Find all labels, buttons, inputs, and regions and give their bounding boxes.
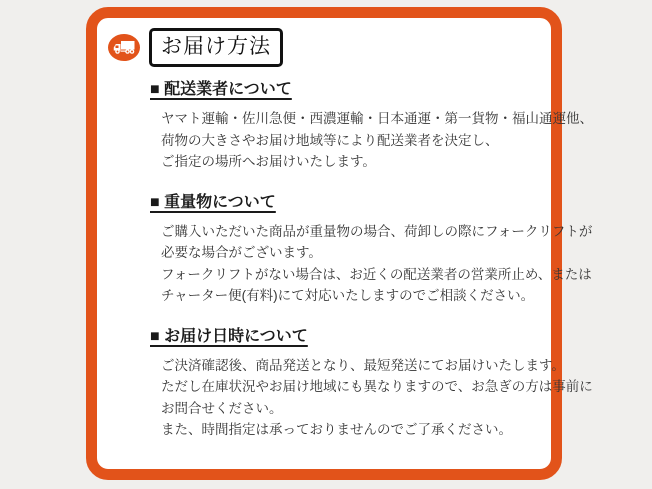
page-title: お届け方法 [149, 28, 283, 67]
section-body [161, 108, 593, 173]
text-line: 荷物の大きさやお届け地域等により配送業者を決定し、 [161, 132, 499, 148]
section-body [161, 355, 593, 441]
delivery-truck-icon [108, 34, 140, 61]
section-delivery-datetime [150, 327, 593, 441]
text-line: また、時間指定は承っておりませんのでご了承ください。 [161, 422, 512, 438]
text-line: ご決済確認後、商品発送となり、最短発送にてお届けいたします。 [161, 357, 565, 373]
text-line: チャーター便(有料)にて対応いたしますのでご相談ください。 [161, 288, 535, 304]
text-line: ただし在庫状況やお届け地域にも異なりますので、お急ぎの方は事前に [161, 379, 593, 395]
text-line: フォークリフトがない場合は、お近くの配送業者の営業所止め、または [161, 266, 592, 282]
section-heading: ■ 重量物について [150, 193, 276, 211]
text-line: お問合せください。 [161, 400, 283, 416]
section-heading: ■ 配送業者について [150, 81, 292, 99]
text-line: ご購入いただいた商品が重量物の場合、荷卸しの際にフォークリフトが [161, 223, 593, 239]
delivery-info-panel [86, 7, 593, 480]
info-sections [150, 80, 593, 441]
section-carriers [150, 80, 593, 173]
text-line: ヤマト運輸・佐川急便・西濃運輸・日本通運・第一貨物・福山通運他、 [161, 111, 593, 127]
text-line: 必要な場合がございます。 [161, 245, 322, 261]
section-heading: ■ お届け日時について [150, 327, 308, 345]
section-heavy-items [150, 193, 593, 307]
text-line: ご指定の場所へお届けいたします。 [161, 154, 376, 170]
panel-header [108, 28, 537, 67]
section-body [161, 221, 593, 307]
